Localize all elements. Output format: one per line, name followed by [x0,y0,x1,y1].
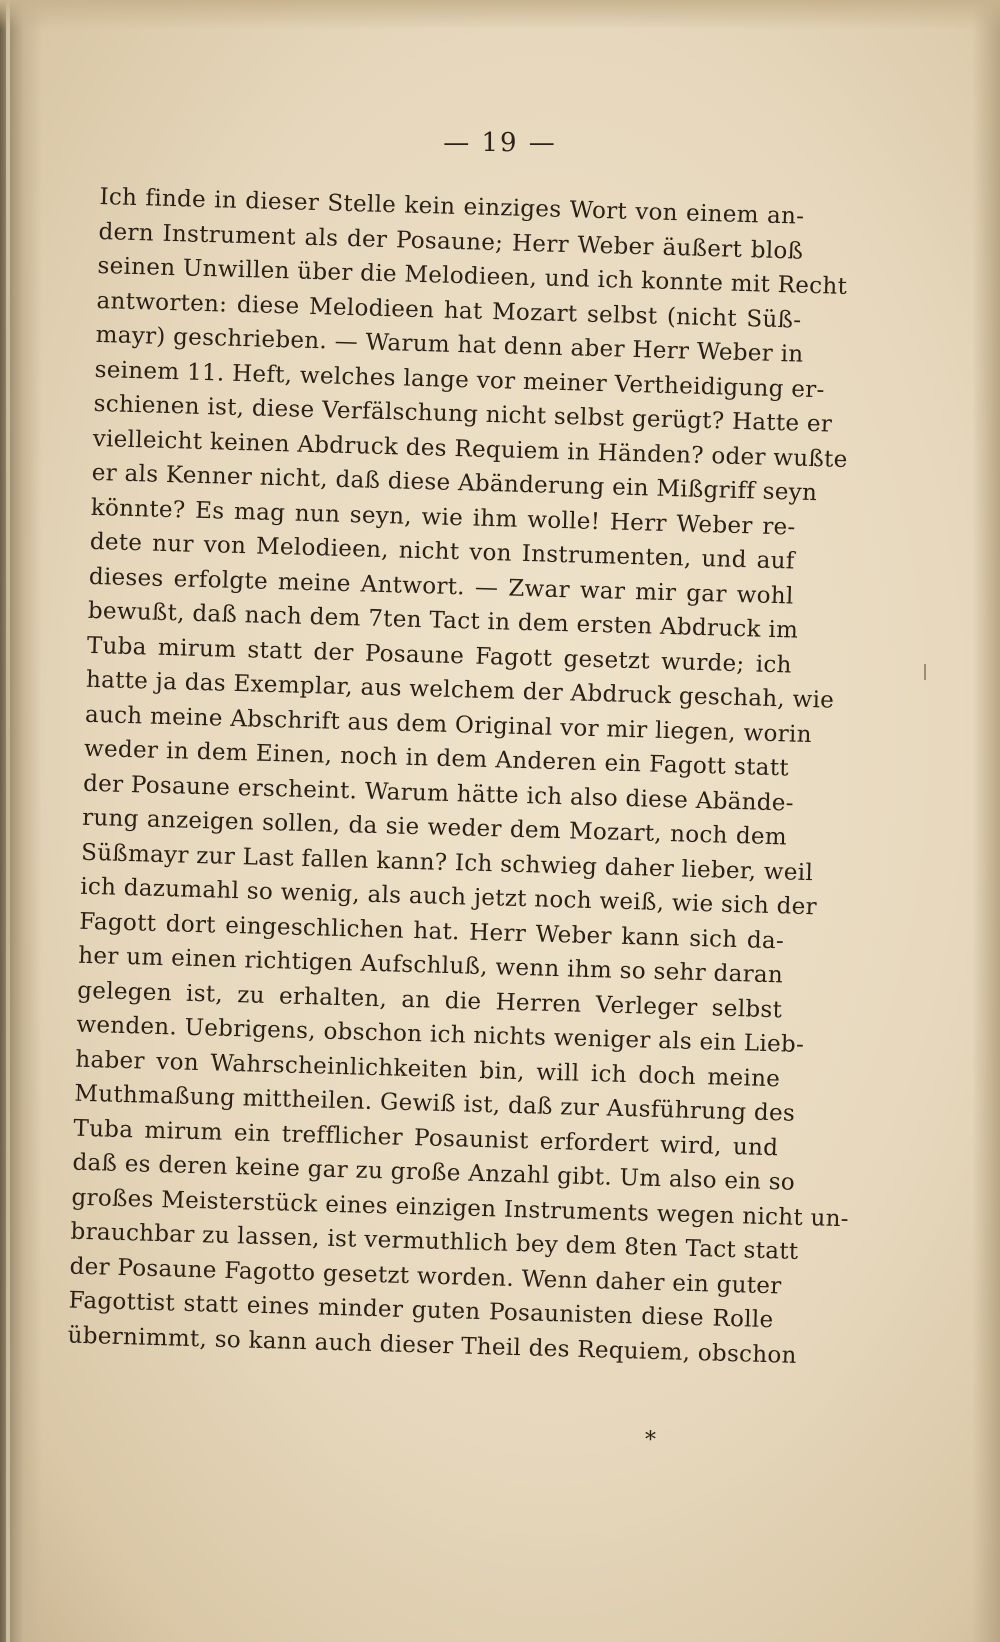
text-line: weder in dem Einen, noch in dem Anderen ein Fagott statt [83,735,790,782]
text-line: Fagott dort eingeschlichen hat. Herr Weber kann sich da- [78,908,785,954]
text-line: Süßmayr zur Last fallen kann? Ich schwieg daher lieber, weil [80,839,814,886]
text-line: Muthmaßung mittheilen. Gewiß ist, daß zur Ausführung des [74,1080,796,1127]
page-number: — 19 — [443,128,557,158]
page-edge-line [6,0,10,1642]
text-line: großes Meisterstück eines einzigen Instruments wegen nicht un- [71,1184,850,1232]
text-line: auch meine Abschrift aus dem Original vor mir liegen, worin [84,701,813,748]
text-line: der Posaune Fagotto gesetzt worden. Wenn daher ein guter [69,1253,782,1299]
margin-mark [924,664,926,680]
text-line: er als Kenner nicht, daß diese Abänderung ein Mißgriff seyn [91,459,818,507]
text-line: könnte? Es mag nun seyn, wie ihm wolle! Herr Weber re- [90,494,796,541]
text-line: übernimmt, so kann auch dieser Theil des Requiem, obschon [67,1322,798,1369]
text-line: dete nur von Melodieen, nicht von Instrumenten, und auf [89,528,795,575]
text-line: der Posaune erscheint. Warum hätte ich also diese Abände- [82,770,795,817]
text-line: vielleicht keinen Abdruck des Requiem in Händen? oder wußte [92,425,848,473]
page-right-edge [972,0,1000,1642]
body-text [67,180,850,1372]
text-line: hatte ja das Exemplar, aus welchem der Abdruck geschah, wie [85,666,835,714]
text-line: ich dazumahl so wenig, als auch jetzt noch weiß, wie sich der [79,873,818,921]
page-top-edge [0,0,1000,30]
text-line: Tuba mirum ein trefflicher Posaunist erfordert wird, und [73,1115,779,1161]
text-line: gelegen ist, zu erhalten, an die Herren Verleger selbst [77,977,783,1023]
text-line: Ich finde in dieser Stelle kein einziges Wort von einem an- [99,183,805,230]
text-line: rung anzeigen sollen, da sie weder dem Mozart, noch dem [81,804,788,851]
text-line: daß es deren keine gar zu große Anzahl gibt. Um also ein so [72,1149,796,1196]
text-line: schienen ist, diese Verfälschung nicht selbst gerügt? Hatte er [93,390,833,438]
text-line: dern Instrument als der Posaune; Herr Weber äußert bloß [98,218,804,265]
text-line: antworten: diese Melodieen hat Mozart selbst (nicht Süß- [96,287,802,334]
catchword-mark: * [645,1428,656,1453]
text-line: bewußt, daß nach dem 7ten Tact in dem ersten Abdruck im [87,597,799,644]
text-line: dieses erfolgte meine Antwort. — Zwar war mir gar wohl [88,563,795,610]
text-line: Fagottist statt eines minder guten Posaunisten diese Rolle [68,1287,774,1334]
text-line: seinen Unwillen über die Melodieen, und ich konnte mit Recht [97,252,848,300]
text-line: seinem 11. Heft, welches lange vor meiner Vertheidigung er- [94,356,825,403]
text-line: her um einen richtigen Aufschluß, wenn ihm so sehr daran [77,942,784,989]
text-line: haber von Wahrscheinlichkeiten bin, will ich doch meine [75,1046,781,1092]
text-line: mayr) geschrieben. — Warum hat denn aber Herr Weber in [95,321,804,368]
text-line: wenden. Uebrigens, obschon ich nichts weniger als ein Lieb- [76,1011,805,1058]
text-line: brauchbar zu lassen, ist vermuthlich bey dem 8ten Tact statt [70,1218,799,1265]
text-line: Tuba mirum statt der Posaune Fagott gesetzt wurde; ich [86,632,793,678]
